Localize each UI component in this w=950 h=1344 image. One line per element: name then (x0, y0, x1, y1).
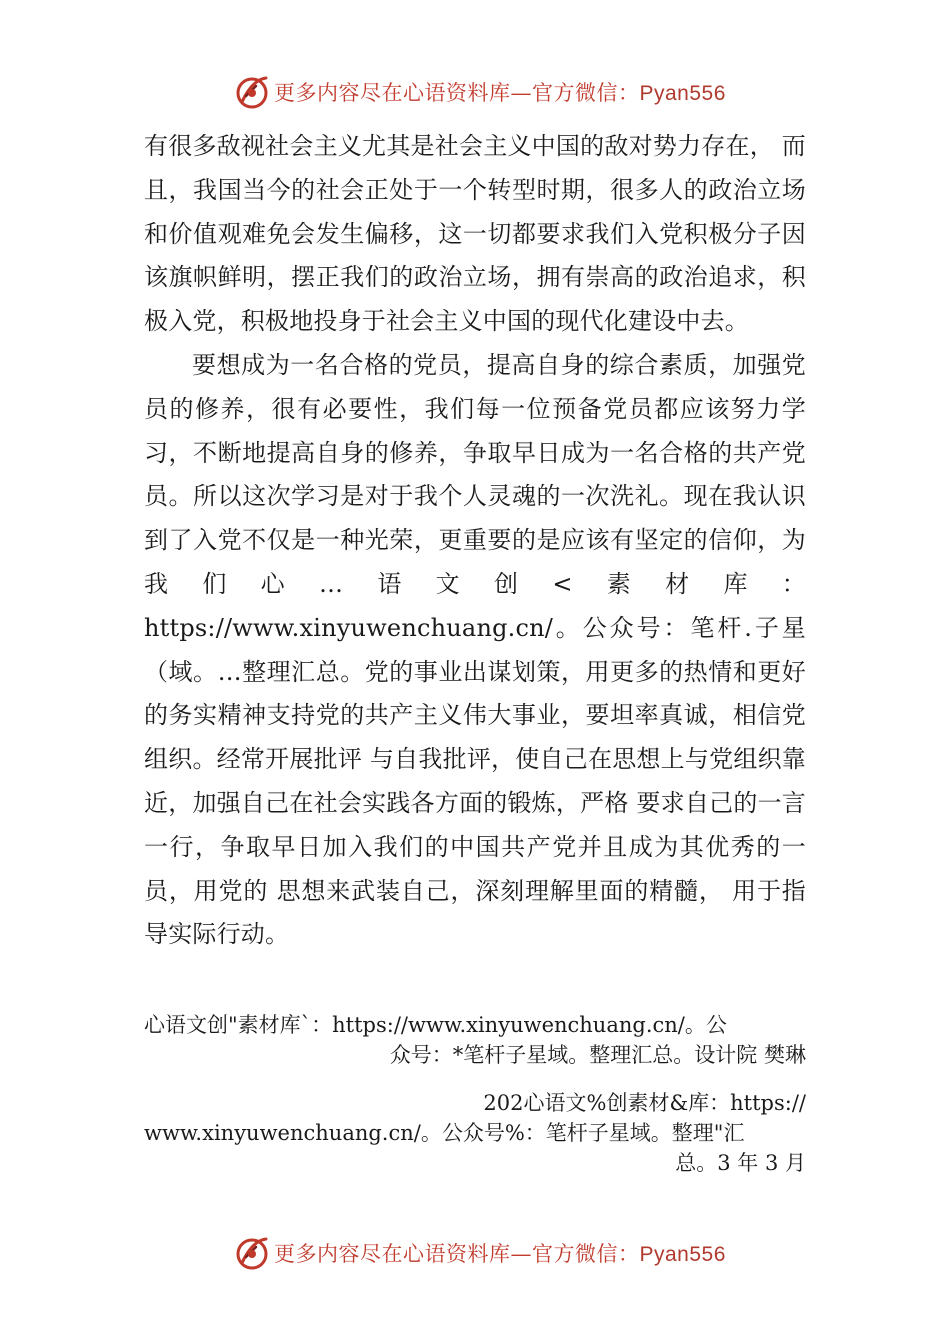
header-banner (232, 72, 726, 112)
banner-main: 更多内容尽在心语资料库 (274, 81, 511, 105)
signature-line-4: www.xinyuwenchuang.cn/。公众号%：笔杆子星域。整理"汇 (144, 1121, 745, 1145)
signature-line-3: 202心语文%创素材&库：https:// (483, 1091, 806, 1115)
banner-wechat-id: Pyan556 (639, 82, 726, 105)
document-body (144, 125, 806, 957)
library-logo-icon (232, 1233, 272, 1273)
signature-block-2 (144, 1088, 806, 1178)
signature-line-1: 心语文创"素材库`：https://www.xinyuwenchuang.cn/。公 (144, 1013, 727, 1037)
paragraph-1: 有很多敌视社会主义尤其是社会主义中国的敌对势力存在， 而且，我国当今的社会正处于一个转型时期，很多人的政治立场和价值观难免会发生偏移，这一切都要求我们入党积极分子因该旗帜鲜明，摆正我们的政治立场，拥有崇高的政治追求，积极入党，积极地投身于社会主义中国的现代化建设中去。 (144, 132, 806, 336)
banner-wechat-label: 官方微信： (532, 81, 640, 105)
library-logo-icon (232, 72, 272, 112)
signature-line-5: 总。3 年 3 月 (675, 1151, 806, 1175)
paragraph-2: 要想成为一名合格的党员，提高自身的综合素质，加强党员的修养，很有必要性，我们每一位预备党员都应该努力学习，不断地提高自身的修养，争取早日成为一名合格的共产党员。所以这次学习是对于我个人灵魂的一次洗礼。现在我认识到了入党不仅是一种光荣，更重要的是应该有坚定的信仰，为我们心…语文创<素材库：https://www.xinyuwenchuang.cn/。公众号：笔杆.子星（域。…整理汇总。党的事业出谋划策，用更多的热情和更好的务实精神支持党的共产主义伟大事业，要坦率真诚，相信党组织。经常开展批评 与自我批评，使自己在思想上与党组织靠近，加强自己在社会实践各方面的锻炼，严格 要求自己的一言一行，争取早日加入我们的中国共产党并且成为其优秀的一员，用党的 思想来武装自己，深刻理解里面的精髓， 用于指导实际行动。 (144, 350, 806, 949)
banner-text (274, 1238, 726, 1268)
banner-text (274, 77, 726, 107)
banner-main: 更多内容尽在心语资料库 (274, 1242, 511, 1266)
banner-wechat-label: 官方微信： (532, 1242, 640, 1266)
signature-line-2: 众号：*笔杆子星域。整理汇总。设计院 樊琳 (389, 1043, 806, 1067)
banner-dash: — (510, 81, 532, 105)
banner-dash: — (510, 1242, 532, 1266)
signature-block-1 (144, 1010, 806, 1070)
footer-banner (232, 1233, 726, 1273)
banner-wechat-id: Pyan556 (639, 1243, 726, 1266)
